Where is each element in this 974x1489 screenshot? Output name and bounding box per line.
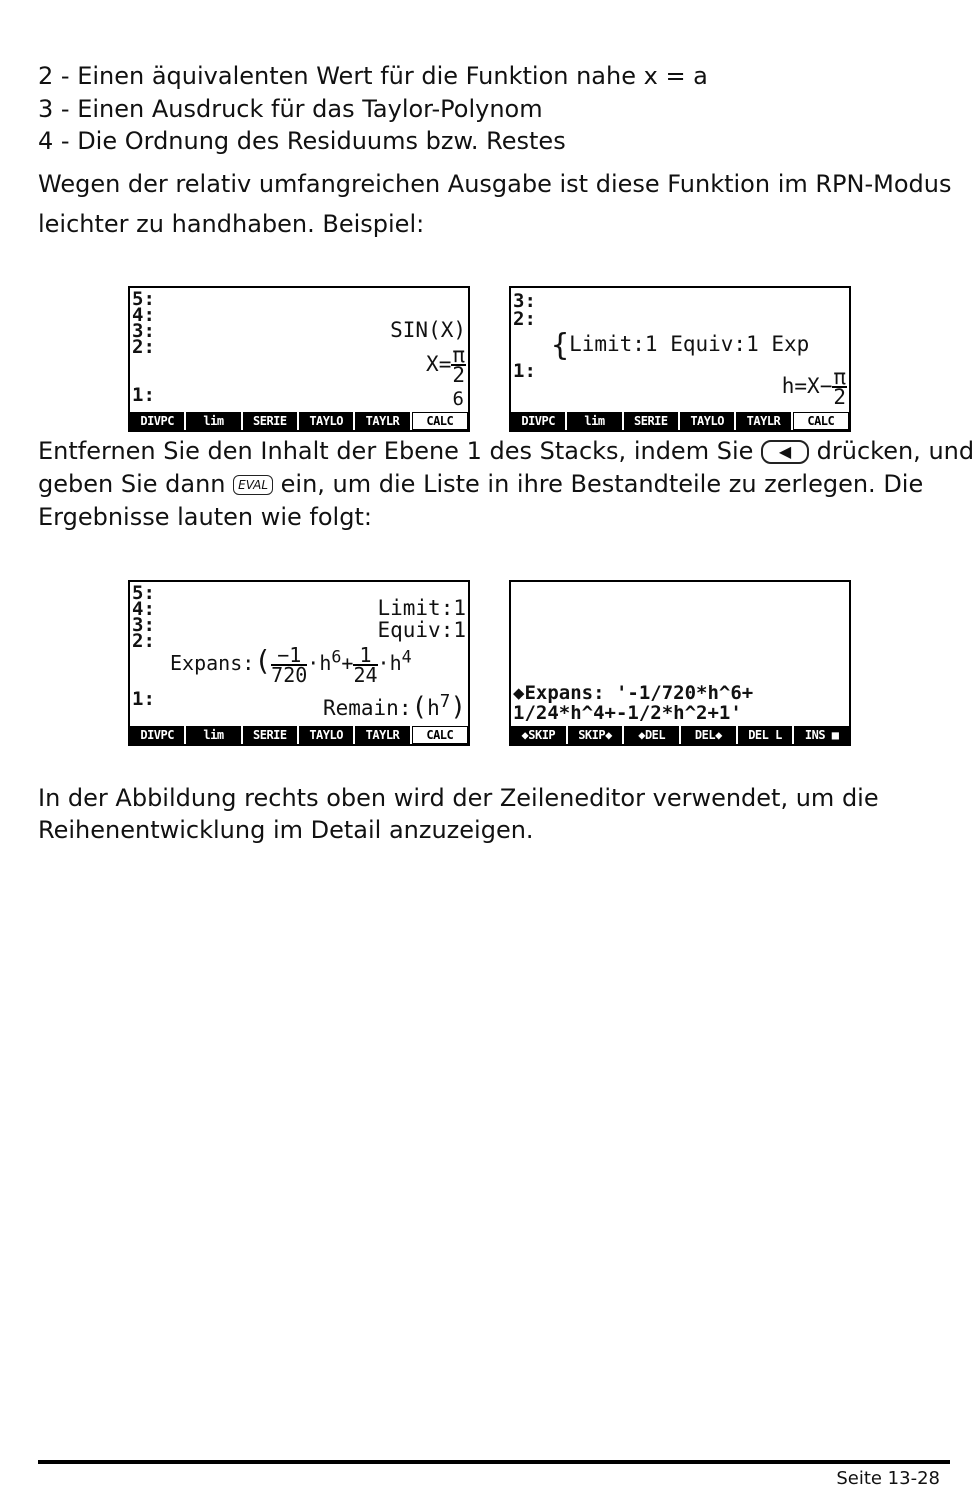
remain-label: Remain: [322,696,412,720]
stack-level-3: 3: [513,290,536,312]
paragraph-line: In der Abbildung rechts oben wird der Zeileneditor verwendet, um die [38,784,879,812]
stack-level-2: 2: [513,308,536,330]
menu-key-calc[interactable]: CALC [412,726,468,744]
eval-key-icon: EVAL [233,475,273,495]
menu-key-taylo[interactable]: TAYLO [299,412,355,430]
exponent: 7 [439,692,451,712]
calculator-screen-4 [509,580,851,746]
menu-key-del-line[interactable]: DEL L [738,726,795,744]
stack-level-2: 2: [132,630,155,652]
h-label: h=X− [781,374,833,398]
stack-entry-x-equals [426,343,466,387]
paragraph-line [38,470,923,498]
term: ·h [307,651,332,675]
stack-level-5: 5: [132,582,155,604]
soft-menu [511,412,849,430]
x-equals-label: X= [426,352,452,376]
stack-level-4: 4: [132,598,155,620]
exponent: 4 [401,647,412,667]
fraction-numerator: −1 [271,646,307,666]
menu-key-skip-left[interactable]: ◆SKIP [511,726,568,744]
menu-key-taylr[interactable]: TAYLR [355,726,411,744]
text-span: Entfernen Sie den Inhalt der Ebene 1 des Stacks, indem Sie [38,437,754,465]
backspace-key-icon: ◀ [761,440,809,464]
term: ·h [377,651,402,675]
denominator: 2 [833,385,846,409]
stack-entry-six: 6 [452,388,464,410]
menu-key-lim[interactable]: lim [567,412,623,430]
pi-symbol: π [833,365,846,389]
menu-key-divpc[interactable]: DIVPC [511,412,567,430]
list-item: 4 - Die Ordnung des Residuums bzw. Restes [38,127,566,155]
editor-line-1[interactable]: ◆Expans: '-1/720*h^6+ [513,682,754,704]
footer-rule [38,1460,950,1464]
soft-menu [511,726,849,744]
plus-sign: + [341,651,354,675]
list-item: 2 - Einen äquivalenten Wert für die Funktion nahe x = a [38,62,708,90]
stack-entry-list [551,324,810,363]
soft-menu [130,726,468,744]
fraction-numerator: 1 [353,646,377,666]
menu-key-calc[interactable]: CALC [793,412,849,430]
menu-key-del-left[interactable]: ◆DEL [624,726,681,744]
paragraph-line: Wegen der relativ umfangreichen Ausgabe ist diese Funktion im RPN-Modus [38,170,952,198]
menu-key-serie[interactable]: SERIE [243,726,299,744]
brace-glyph: { [551,328,570,363]
menu-key-lim[interactable]: lim [186,412,242,430]
paragraph-line [38,437,974,465]
menu-key-divpc[interactable]: DIVPC [130,412,186,430]
remain-term: h [427,696,440,720]
paragraph-line: leichter zu handhaben. Beispiel: [38,210,425,238]
stack-entry-sin: SIN(X) [390,318,466,342]
bracket-glyph: ) [450,692,466,722]
stack-level-4: 4: [132,304,155,326]
stack-entry-h [781,365,847,409]
menu-key-del-right[interactable]: DEL◆ [681,726,738,744]
stack-entry-expans [170,642,412,687]
stack-level-5: 5: [132,288,155,310]
calculator-screen-2 [509,286,851,432]
menu-key-lim[interactable]: lim [186,726,242,744]
menu-key-serie[interactable]: SERIE [624,412,680,430]
menu-key-serie[interactable]: SERIE [243,412,299,430]
stack-entry-limit: Limit:1 [377,596,466,620]
calculator-screen-1 [128,286,470,432]
soft-menu [130,412,468,430]
menu-key-taylr[interactable]: TAYLR [355,412,411,430]
stack-level-1: 1: [132,688,155,710]
exponent: 6 [331,647,342,667]
menu-key-taylo[interactable]: TAYLO [299,726,355,744]
expans-label: Expans: [170,651,255,675]
stack-entry-remain [323,692,466,722]
page-number: Seite 13-28 [836,1468,940,1489]
fraction-denominator: 720 [271,662,308,687]
list-item: 3 - Einen Ausdruck für das Taylor-Polynom [38,95,543,123]
stack-level-1: 1: [513,360,536,382]
text-span: geben Sie dann [38,470,226,498]
list-content: Limit:1 Equiv:1 Exp [569,332,810,356]
stack-level-3: 3: [132,614,155,636]
paragraph-line: Reihenentwicklung im Detail anzuzeigen. [38,816,534,844]
fraction-denominator: 24 [353,662,378,687]
stack-level-2: 2: [132,336,155,358]
stack-level-3: 3: [132,320,155,342]
menu-key-divpc[interactable]: DIVPC [130,726,186,744]
stack-entry-equiv: Equiv:1 [377,618,466,642]
text-span: drücken, und [816,437,974,465]
stack-level-1: 1: [132,384,155,406]
menu-key-calc[interactable]: CALC [412,412,468,430]
paragraph-line: Ergebnisse lauten wie folgt: [38,503,372,531]
pi-symbol: π [452,343,465,367]
menu-key-ins[interactable]: INS ■ [804,728,839,742]
text-span: ein, um die Liste in ihre Bestandteile zu zerlegen. Die [280,470,924,498]
menu-key-taylr[interactable]: TAYLR [736,412,792,430]
menu-key-skip-right[interactable]: SKIP◆ [568,726,625,744]
calculator-screen-3 [128,580,470,746]
bracket-glyph: ( [411,692,428,722]
denominator: 2 [452,363,465,387]
menu-key-taylo[interactable]: TAYLO [680,412,736,430]
bracket-glyph: ( [254,644,272,677]
editor-line-2[interactable]: 1/24*h^4+-1/2*h^2+1' [513,702,742,724]
